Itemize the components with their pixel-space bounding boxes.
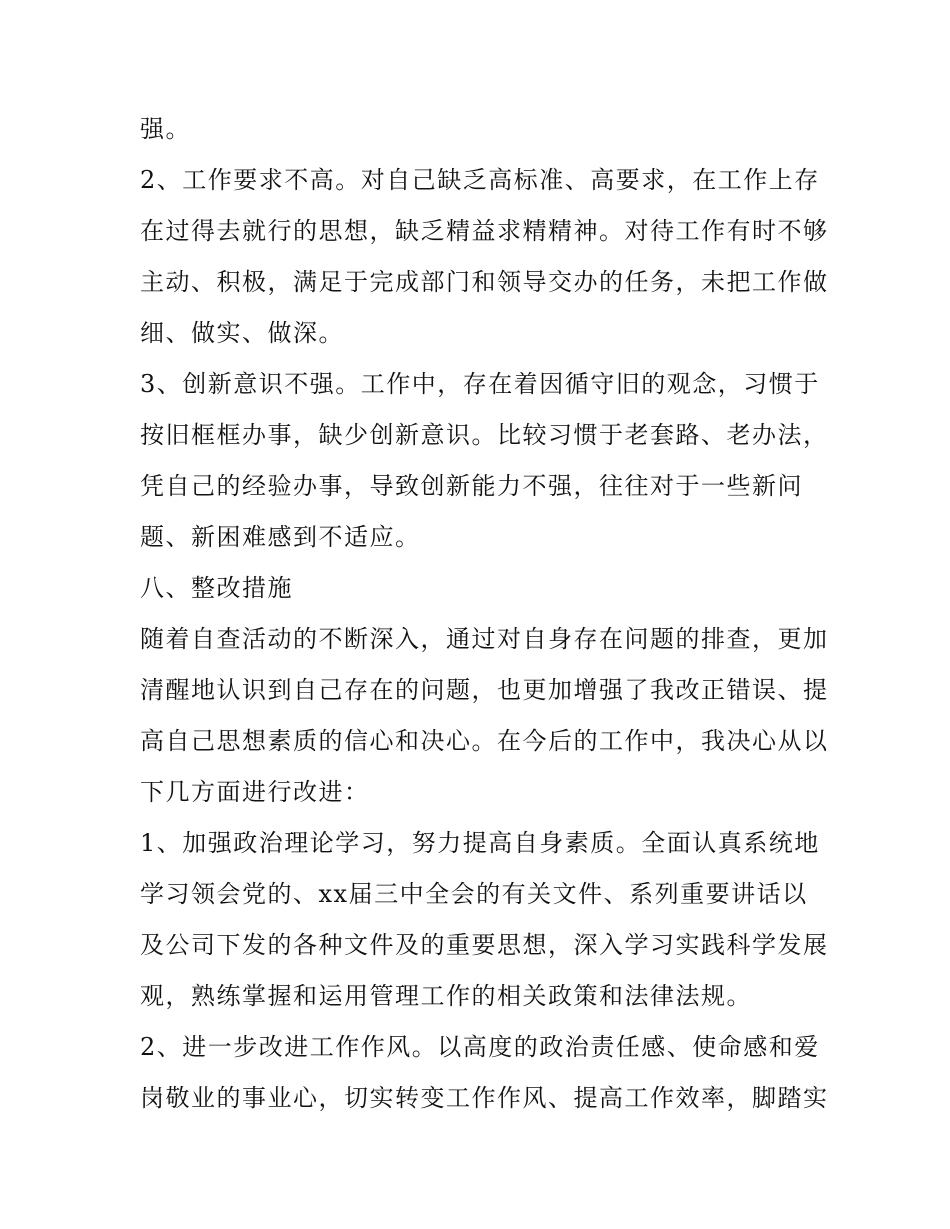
text-line-9: 题、新困难感到不适应。: [140, 523, 421, 551]
text-line-19: 2、进一步改进工作作风。以高度的政治责任感、使命感和爱: [140, 1033, 820, 1061]
text-line-4: 主动、积极，满足于完成部门和领导交办的任务，未把工作做: [140, 268, 829, 296]
text-line-5: 细、做实、做深。: [140, 319, 344, 347]
text-line-17: 及公司下发的各种文件及的重要思想，深入学习实践科学发展: [140, 931, 829, 959]
text-line-6: 3、创新意识不强。工作中，存在着因循守旧的观念，习惯于: [140, 370, 820, 398]
text-line-3: 在过得去就行的思想，缺乏精益求精精神。对待工作有时不够: [140, 217, 829, 245]
text-line-12: 清醒地认识到自己存在的问题，也更加增强了我改正错误、提: [140, 676, 829, 704]
text-line-11: 随着自查活动的不断深入，通过对自身存在问题的排查，更加: [140, 625, 829, 653]
text-line-20: 岗敬业的事业心，切实转变工作作风、提高工作效率，脚踏实: [140, 1084, 829, 1112]
text-line-8: 凭自己的经验办事，导致创新能力不强，往往对于一些新问: [140, 472, 803, 500]
text-line-15: 1、加强政治理论学习，努力提高自身素质。全面认真系统地: [140, 829, 820, 857]
text-line-13: 高自己思想素质的信心和决心。在今后的工作中，我决心从以: [140, 727, 829, 755]
document-body: [140, 104, 829, 1124]
text-line-16: 学习领会党的、xx届三中全会的有关文件、系列重要讲话以: [140, 880, 808, 908]
text-line-14: 下几方面进行改进：: [140, 778, 370, 806]
text-line-7: 按旧框框办事，缺少创新意识。比较习惯于老套路、老办法，: [140, 421, 829, 449]
section-heading: 八、整改措施: [140, 574, 293, 602]
text-line-1: 强。: [140, 115, 191, 143]
text-line-2: 2、工作要求不高。对自己缺乏高标准、高要求，在工作上存: [140, 166, 820, 194]
text-line-18: 观，熟练掌握和运用管理工作的相关政策和法律法规。: [140, 982, 752, 1010]
